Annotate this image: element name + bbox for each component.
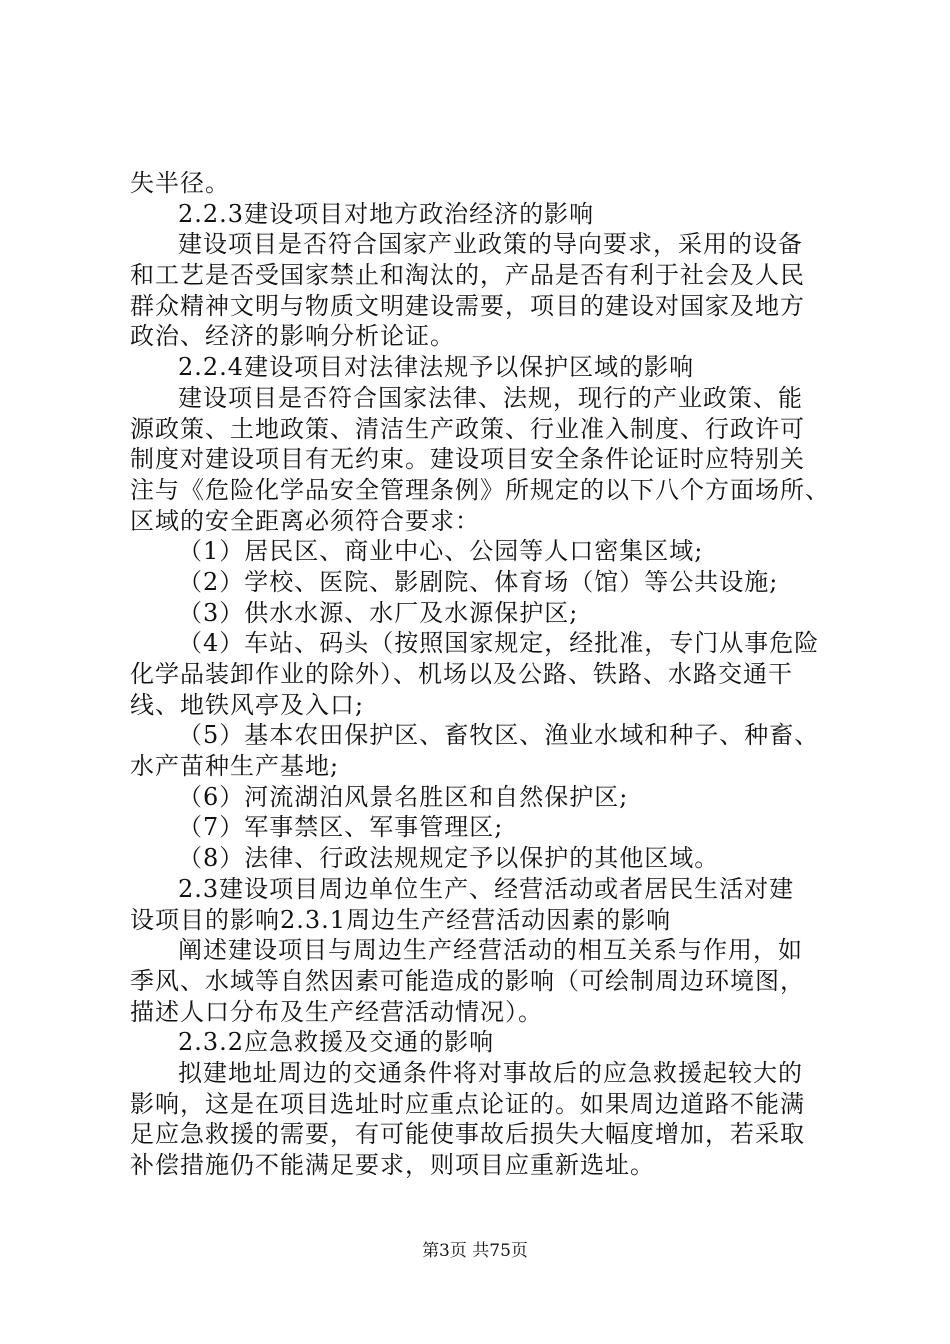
paragraph-line: 注与《危险化学品安全管理条例》所规定的以下八个方面场所、: [130, 476, 830, 504]
list-item: （7）军事禁区、军事管理区;: [178, 813, 504, 841]
paragraph-line: 政治、经济的影响分析论证。: [130, 322, 455, 350]
paragraph-line: 群众精神文明与物质文明建设需要，项目的建设对国家及地方: [130, 292, 805, 320]
paragraph-line: 拟建地址周边的交通条件将对事故后的应急救援起较大的: [178, 1059, 803, 1087]
list-item: （3）供水水源、水厂及水源保护区;: [178, 599, 579, 627]
paragraph-line: 和工艺是否受国家禁止和淘汰的，产品是否有利于社会及人民: [130, 261, 805, 289]
section-heading: 2.3.2应急救援及交通的影响: [178, 1028, 495, 1056]
list-item: （1）居民区、商业中心、公园等人口密集区域;: [178, 537, 704, 565]
list-item: （6）河流湖泊风景名胜区和自然保护区;: [178, 783, 629, 811]
section-heading: 2.2.3建设项目对地方政治经济的影响: [178, 200, 595, 228]
section-heading: 2.3建设项目周边单位生产、经营活动或者居民生活对建: [178, 875, 795, 903]
paragraph-line: 影响，这是在项目选址时应重点论证的。如果周边道路不能满: [130, 1090, 805, 1118]
paragraph-line: 建设项目是否符合国家产业政策的导向要求，采用的设备: [178, 230, 803, 258]
list-item: （8）法律、行政法规规定予以保护的其他区域。: [178, 844, 720, 872]
list-item: （4）车站、码头（按照国家规定，经批准，专门从事危险: [178, 629, 820, 657]
list-item-continuation: 化学品装卸作业的除外）、机场以及公路、铁路、水路交通干: [130, 660, 793, 688]
paragraph-line: 源政策、土地政策、清洁生产政策、行业准入制度、行政许可: [130, 415, 805, 443]
paragraph-line: 足应急救援的需要，有可能使事故后损失大幅度增加，若采取: [130, 1120, 805, 1148]
text-line: 失半径。: [130, 169, 230, 197]
list-item: （5）基本农田保护区、畜牧区、渔业水域和种子、种畜、: [178, 721, 820, 749]
paragraph-line: 制度对建设项目有无约束。建设项目安全条件论证时应特别关: [130, 445, 805, 473]
paragraph-line: 区域的安全距离必须符合要求：: [130, 507, 480, 535]
section-heading: 2.2.4建设项目对法律法规予以保护区域的影响: [178, 353, 695, 381]
paragraph-line: 描述人口分布及生产经营活动情况）。: [130, 998, 543, 1026]
list-item-continuation: 水产苗种生产基地;: [130, 752, 340, 780]
paragraph-line: 补偿措施仍不能满足要求，则项目应重新选址。: [130, 1151, 655, 1179]
list-item: （2）学校、医院、影剧院、体育场（馆）等公共设施;: [178, 568, 779, 596]
paragraph-line: 阐述建设项目与周边生产经营活动的相互关系与作用，如: [178, 936, 803, 964]
section-heading-continuation: 设项目的影响2.3.1周边生产经营活动因素的影响: [130, 906, 672, 934]
paragraph-line: 季风、水域等自然因素可能造成的影响（可绘制周边环境图，: [130, 967, 805, 995]
list-item-continuation: 线、地铁风亭及入口;: [130, 691, 365, 719]
paragraph-line: 建设项目是否符合国家法律、法规，现行的产业政策、能: [178, 384, 803, 412]
page-number-footer: 第3页 共75页: [422, 1241, 528, 1261]
